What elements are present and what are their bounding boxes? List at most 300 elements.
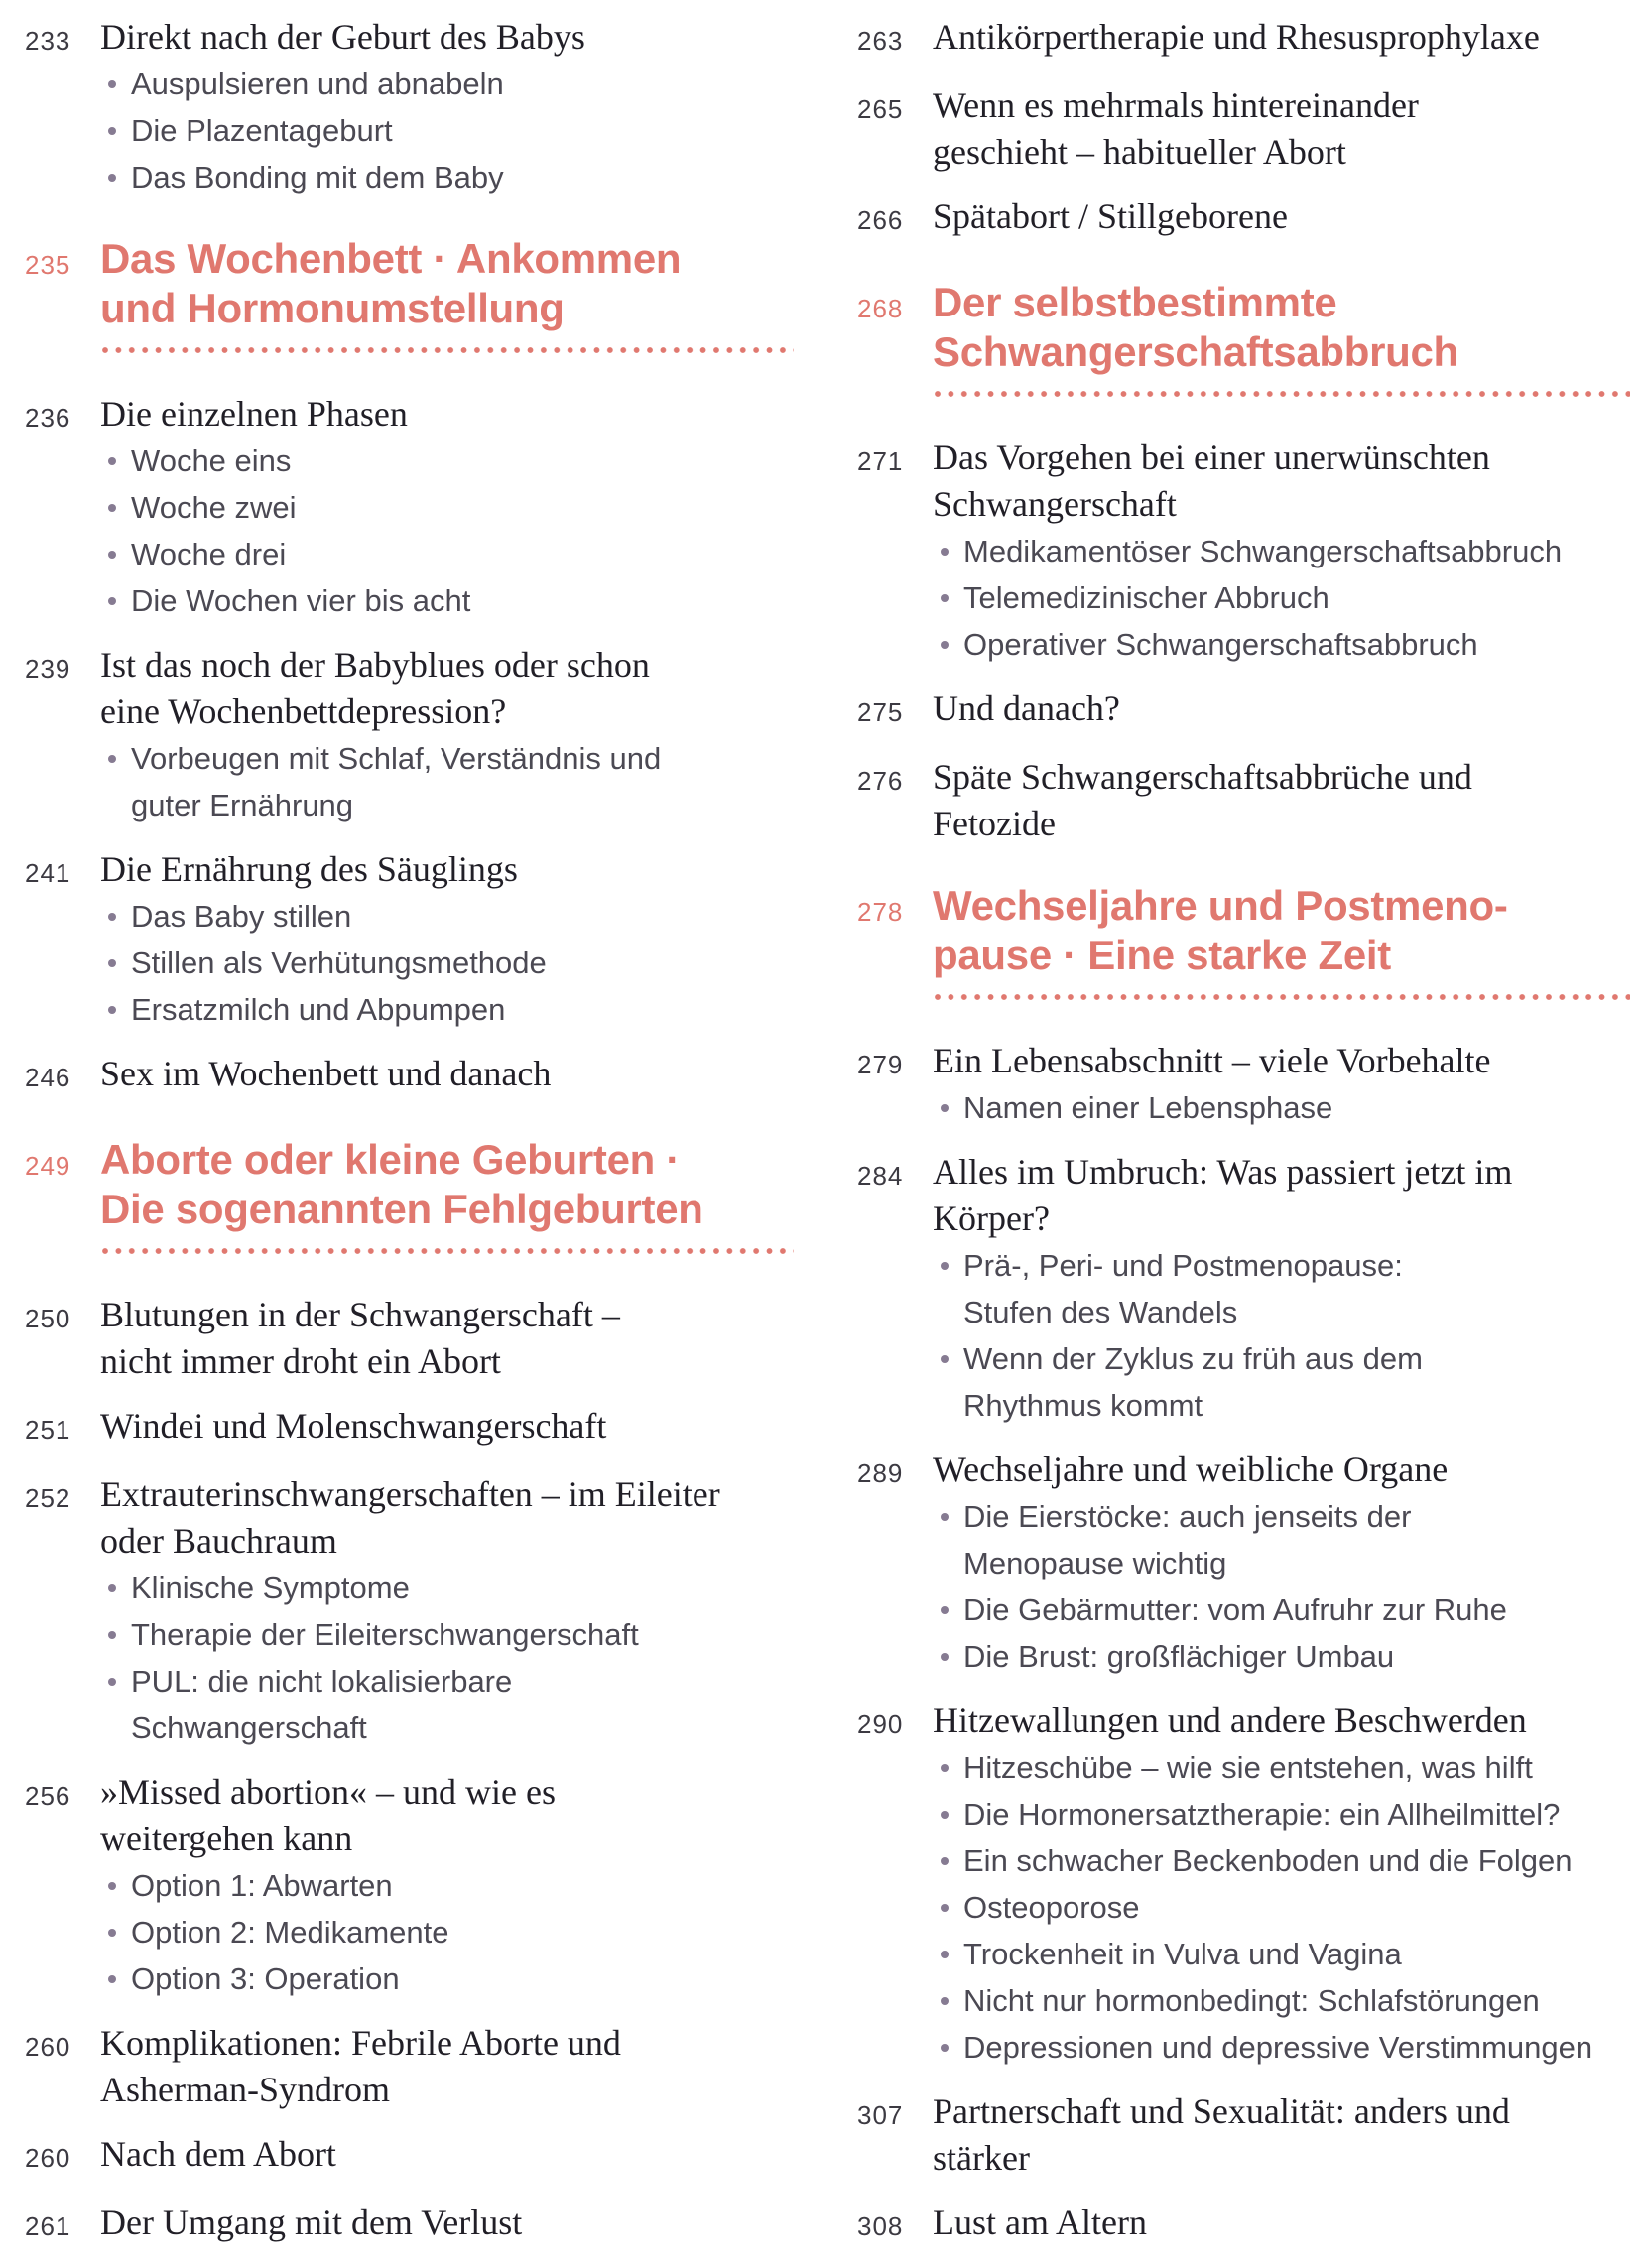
entry-title-line: pause · Eine starke Zeit: [933, 932, 1391, 978]
entry-title-line: Aborte oder kleine Geburten ·: [100, 1136, 681, 1183]
subentry-line: Prä-, Peri- und Postmenopause:: [963, 1248, 1403, 1283]
entry-title: [100, 1769, 794, 1862]
subentry-line: Option 3: Operation: [131, 1961, 400, 1996]
subentry-label: [963, 1242, 1403, 1335]
entry-content: [933, 14, 1630, 64]
page-number: 268: [857, 294, 904, 323]
entry-title: [933, 14, 1630, 61]
subentry-line: PUL: die nicht lokalisierbare: [131, 1664, 513, 1699]
toc-entry: [857, 1038, 1630, 1131]
subentry: [108, 1565, 794, 1611]
entry-content: [933, 82, 1630, 176]
subentry-label: [963, 1493, 1411, 1586]
toc-entry: [857, 435, 1630, 668]
entry-title: [933, 82, 1630, 176]
page-number: 290: [857, 1709, 904, 1739]
dotted-divider: [935, 994, 1630, 1000]
entry-title: [100, 1403, 794, 1449]
subentry-label: [131, 107, 393, 154]
page-number: 279: [857, 1050, 904, 1079]
entry-title-line: Lust am Altern: [933, 2203, 1147, 2242]
subentry-line: Wenn der Zyklus zu früh aus dem: [963, 1341, 1423, 1376]
subentry-line: Die Eierstöcke: auch jenseits der: [963, 1499, 1412, 1534]
toc-column-left: [25, 14, 794, 2268]
subentry-list: [941, 1084, 1630, 1131]
entry-title: [933, 193, 1630, 240]
entry-title-line: stärker: [933, 2138, 1030, 2178]
page-number: 289: [857, 1458, 904, 1488]
entry-title-line: geschieht – habitueller Abort: [933, 132, 1346, 172]
subentry-label: [131, 940, 547, 986]
toc-entry: [25, 234, 794, 391]
subentry-label: [131, 1565, 410, 1611]
toc-column-right: [857, 14, 1630, 2268]
entry-content: [933, 1149, 1630, 1429]
entry-content: [100, 1769, 794, 2002]
toc-entry: [25, 1471, 794, 1751]
entry-title-line: Körper?: [933, 1198, 1050, 1238]
entry-title: [933, 1149, 1630, 1242]
subentry-line: Hitzeschübe – wie sie entstehen, was hilft: [963, 1750, 1533, 1785]
subentry: [941, 1242, 1630, 1335]
bullet-icon: [941, 1262, 949, 1270]
toc-entry: [25, 2131, 794, 2182]
entry-title-line: Nach dem Abort: [100, 2134, 336, 2174]
subentry-line: Das Baby stillen: [131, 899, 352, 934]
subentry-line: Nicht nur hormonbedingt: Schlafstörungen: [963, 1983, 1540, 2018]
bullet-icon: [108, 504, 116, 512]
page-number: 252: [25, 1483, 71, 1513]
toc-entry: [25, 1769, 794, 2002]
subentry: [108, 1955, 794, 2002]
entry-title: [100, 234, 794, 333]
subentry: [941, 621, 1630, 668]
subentry-line: Die Hormonersatztherapie: ein Allheilmittel?: [963, 1797, 1561, 1831]
entry-content: [933, 2088, 1630, 2182]
entry-title-line: Asherman-Syndrom: [100, 2070, 390, 2109]
toc-entry: [25, 642, 794, 828]
subentry-label: [963, 1791, 1560, 1837]
subentry-line: Operativer Schwangerschaftsabbruch: [963, 627, 1478, 662]
entry-title-line: Wenn es mehrmals hintereinander: [933, 85, 1419, 125]
bullet-icon: [108, 1929, 116, 1937]
subentry: [941, 1633, 1630, 1680]
entry-title-line: Wechseljahre und weibliche Organe: [933, 1449, 1449, 1489]
subentry: [941, 1837, 1630, 1884]
entry-title: [100, 14, 794, 61]
entry-title: [933, 2200, 1630, 2246]
entry-title-line: Sex im Wochenbett und danach: [100, 1054, 552, 1093]
entry-content: [933, 1447, 1630, 1680]
subentry-label: [131, 1909, 449, 1955]
subentry-list: [941, 1744, 1630, 2071]
page-number: 251: [25, 1415, 71, 1445]
subentry-list: [941, 1493, 1630, 1680]
bullet-icon: [941, 1857, 949, 1865]
entry-title-line: Späte Schwangerschaftsabbrüche und: [933, 757, 1472, 797]
bullet-icon: [941, 1355, 949, 1363]
entry-content: [100, 846, 794, 1033]
entry-title-line: Ist das noch der Babyblues oder schon: [100, 645, 650, 685]
entry-content: [100, 1135, 794, 1292]
subentry-line: Option 2: Medikamente: [131, 1915, 449, 1950]
page-number: 275: [857, 697, 904, 727]
entry-title-line: Das Vorgehen bei einer unerwünschten: [933, 438, 1490, 477]
entry-title-line: Spätabort / Stillgeborene: [933, 196, 1288, 236]
subentry-line: Schwangerschaft: [131, 1710, 367, 1745]
entry-content: [933, 881, 1630, 1038]
bullet-icon: [108, 551, 116, 559]
subentry: [108, 577, 794, 624]
entry-title: [933, 435, 1630, 528]
subentry-label: [963, 2024, 1592, 2071]
entry-title-line: Die sogenannten Fehlgeburten: [100, 1186, 703, 1232]
subentry-line: Rhythmus kommt: [963, 1388, 1203, 1423]
bullet-icon: [108, 174, 116, 182]
toc-entry: [857, 881, 1630, 1038]
subentry: [108, 531, 794, 577]
toc-entry: [25, 2020, 794, 2113]
bullet-icon: [941, 1904, 949, 1912]
entry-content: [933, 686, 1630, 736]
entry-title-line: Schwangerschaftsabbruch: [933, 328, 1458, 375]
subentry-label: [131, 154, 504, 200]
toc-entry: [857, 686, 1630, 736]
entry-title-line: weitergehen kann: [100, 1819, 353, 1858]
subentry: [108, 940, 794, 986]
entry-title-line: Der selbstbestimmte: [933, 279, 1337, 325]
subentry-label: [963, 1884, 1140, 1931]
entry-content: [100, 234, 794, 391]
subentry: [941, 1493, 1630, 1586]
page-number: 235: [25, 250, 71, 280]
subentry-label: [131, 577, 470, 624]
entry-title-line: Hitzewallungen und andere Beschwerden: [933, 1701, 1527, 1740]
subentry-label: [963, 1977, 1540, 2024]
entry-title-line: Das Wochenbett · Ankommen: [100, 235, 682, 282]
subentry-label: [131, 438, 291, 484]
subentry-label: [963, 621, 1478, 668]
bullet-icon: [108, 913, 116, 921]
subentry-line: Option 1: Abwarten: [131, 1868, 393, 1903]
entry-title-line: Fetozide: [933, 804, 1056, 843]
subentry-line: Osteoporose: [963, 1890, 1140, 1925]
page-number: 276: [857, 766, 904, 796]
subentry: [108, 1909, 794, 1955]
subentry: [941, 1931, 1630, 1977]
entry-title-line: Blutungen in der Schwangerschaft –: [100, 1295, 620, 1334]
bullet-icon: [941, 1811, 949, 1819]
subentry-list: [108, 893, 794, 1033]
subentry-line: Menopause wichtig: [963, 1546, 1227, 1580]
subentry: [108, 893, 794, 940]
entry-title: [100, 1471, 794, 1565]
bullet-icon: [941, 548, 949, 556]
entry-content: [933, 1698, 1630, 2071]
entry-title-line: Der Umgang mit dem Verlust: [100, 2203, 523, 2242]
page-number: 249: [25, 1151, 71, 1181]
subentry-list: [108, 1862, 794, 2002]
subentry-list: [941, 1242, 1630, 1429]
toc-entry: [25, 846, 794, 1033]
subentry-label: [131, 1658, 512, 1751]
bullet-icon: [108, 1006, 116, 1014]
subentry-line: Therapie der Eileiterschwangerschaft: [131, 1617, 639, 1652]
entry-title: [100, 2131, 794, 2178]
subentry: [108, 484, 794, 531]
page-number: 246: [25, 1063, 71, 1092]
page-number: 256: [25, 1781, 71, 1811]
toc-entry: [25, 1292, 794, 1385]
entry-title-line: Alles im Umbruch: Was passiert jetzt im: [933, 1152, 1513, 1192]
bullet-icon: [108, 1631, 116, 1639]
page-number: 236: [25, 403, 71, 433]
subentry-line: Klinische Symptome: [131, 1571, 410, 1605]
subentry: [941, 1791, 1630, 1837]
entry-content: [100, 14, 794, 200]
entry-content: [100, 1471, 794, 1751]
subentry-list: [108, 61, 794, 200]
entry-content: [933, 278, 1630, 435]
entry-content: [100, 2131, 794, 2182]
subentry: [108, 438, 794, 484]
bullet-icon: [108, 1882, 116, 1890]
page-number: 233: [25, 26, 71, 56]
subentry-label: [963, 1335, 1423, 1429]
subentry-label: [131, 1611, 639, 1658]
bullet-icon: [941, 594, 949, 602]
entry-title-line: nicht immer droht ein Abort: [100, 1341, 501, 1381]
entry-title: [100, 391, 794, 438]
subentry-label: [963, 1633, 1394, 1680]
entry-title: [933, 754, 1630, 847]
bullet-icon: [941, 1997, 949, 2005]
entry-content: [933, 754, 1630, 847]
subentry-line: Depressionen und depressive Verstimmungen: [963, 2030, 1593, 2065]
subentry-label: [963, 574, 1329, 621]
entry-title-line: »Missed abortion« – und wie es: [100, 1772, 556, 1812]
subentry: [941, 1335, 1630, 1429]
entry-content: [100, 391, 794, 624]
dotted-divider: [102, 1248, 794, 1254]
page-number: 250: [25, 1304, 71, 1333]
page-number: 241: [25, 858, 71, 888]
toc-entry: [857, 278, 1630, 435]
entry-title: [100, 846, 794, 893]
entry-content: [100, 1292, 794, 1385]
toc-entry: [857, 1149, 1630, 1429]
entry-title-line: Ein Lebensabschnitt – viele Vorbehalte: [933, 1041, 1491, 1080]
subentry-list: [108, 735, 794, 828]
subentry: [941, 1744, 1630, 1791]
toc-entry: [25, 1051, 794, 1101]
entry-title-line: Extrauterinschwangerschaften – im Eileiter: [100, 1474, 720, 1514]
subentry-label: [131, 484, 297, 531]
entry-title-line: Direkt nach der Geburt des Babys: [100, 17, 585, 57]
page-number: 260: [25, 2032, 71, 2062]
subentry: [941, 1586, 1630, 1633]
subentry-line: Vorbeugen mit Schlaf, Verständnis und: [131, 741, 662, 776]
entry-title: [933, 1447, 1630, 1493]
bullet-icon: [941, 1104, 949, 1112]
subentry-line: Trockenheit in Vulva und Vagina: [963, 1937, 1402, 1971]
subentry-line: Woche eins: [131, 443, 292, 478]
bullet-icon: [108, 457, 116, 465]
entry-title: [933, 686, 1630, 732]
subentry: [108, 1658, 794, 1751]
toc-entry: [25, 391, 794, 624]
subentry-label: [131, 893, 351, 940]
subentry-label: [963, 1837, 1573, 1884]
subentry-line: Die Plazentageburt: [131, 113, 393, 148]
entry-content: [933, 1038, 1630, 1131]
subentry-line: Woche drei: [131, 537, 287, 571]
bullet-icon: [941, 1513, 949, 1521]
entry-title: [933, 278, 1630, 377]
bullet-icon: [108, 597, 116, 605]
entry-title: [933, 881, 1630, 980]
bullet-icon: [941, 641, 949, 649]
bullet-icon: [108, 755, 116, 763]
toc-entry: [857, 1698, 1630, 2071]
page-number: 284: [857, 1161, 904, 1191]
subentry-label: [963, 1586, 1507, 1633]
entry-title-line: oder Bauchraum: [100, 1521, 337, 1561]
entry-title-line: Antikörpertherapie und Rhesusprophylaxe: [933, 17, 1540, 57]
bullet-icon: [108, 1975, 116, 1983]
toc-entry: [857, 2200, 1630, 2250]
page-number: 263: [857, 26, 904, 56]
page-number: 260: [25, 2143, 71, 2173]
subentry-line: Die Brust: großflächiger Umbau: [963, 1639, 1395, 1674]
subentry-label: [131, 531, 286, 577]
page-number: 266: [857, 205, 904, 235]
entry-title-line: Partnerschaft und Sexualität: anders und: [933, 2091, 1510, 2131]
entry-content: [100, 642, 794, 828]
bullet-icon: [108, 1584, 116, 1592]
toc-entry: [857, 754, 1630, 847]
subentry: [941, 1977, 1630, 2024]
subentry: [941, 1084, 1630, 1131]
subentry-line: Namen einer Lebensphase: [963, 1090, 1333, 1125]
toc-entry: [25, 2200, 794, 2250]
entry-content: [100, 2020, 794, 2113]
subentry-line: Ersatzmilch und Abpumpen: [131, 992, 506, 1027]
entry-content: [933, 435, 1630, 668]
subentry-line: Ein schwacher Beckenboden und die Folgen: [963, 1843, 1573, 1878]
entry-title: [933, 1038, 1630, 1084]
entry-title-line: und Hormonumstellung: [100, 285, 565, 331]
subentry: [108, 986, 794, 1033]
toc-entry: [25, 1403, 794, 1453]
subentry-line: Stillen als Verhütungsmethode: [131, 945, 547, 980]
subentry: [941, 574, 1630, 621]
toc-entry: [25, 1135, 794, 1292]
toc-entry: [857, 14, 1630, 64]
entry-title: [100, 2020, 794, 2113]
entry-content: [100, 1403, 794, 1453]
subentry-label: [963, 528, 1562, 574]
entry-content: [100, 2200, 794, 2250]
page-number: 278: [857, 897, 904, 927]
entry-title-line: Die einzelnen Phasen: [100, 394, 408, 434]
bullet-icon: [941, 1951, 949, 1958]
bullet-icon: [108, 80, 116, 88]
page-number: 308: [857, 2211, 904, 2241]
subentry: [108, 107, 794, 154]
subentry-list: [941, 528, 1630, 668]
subentry-label: [963, 1084, 1332, 1131]
subentry: [108, 61, 794, 107]
toc-entry: [25, 14, 794, 200]
entry-content: [933, 193, 1630, 244]
entry-title: [100, 1051, 794, 1097]
bullet-icon: [108, 1678, 116, 1686]
subentry-line: Auspulsieren und abnabeln: [131, 66, 504, 101]
entry-title: [100, 1292, 794, 1385]
subentry-line: Medikamentöser Schwangerschaftsabbruch: [963, 534, 1563, 568]
subentry-line: Telemedizinischer Abbruch: [963, 580, 1329, 615]
page-number: 261: [25, 2211, 71, 2241]
page-number: 271: [857, 446, 904, 476]
toc-entry: [857, 82, 1630, 176]
bullet-icon: [941, 1653, 949, 1661]
entry-title-line: Die Ernährung des Säuglings: [100, 849, 518, 889]
subentry-line: Stufen des Wandels: [963, 1295, 1238, 1329]
subentry-line: Die Wochen vier bis acht: [131, 583, 471, 618]
entry-title: [933, 1698, 1630, 1744]
subentry-line: Die Gebärmutter: vom Aufruhr zur Ruhe: [963, 1592, 1507, 1627]
subentry-label: [131, 1955, 400, 2002]
subentry-label: [131, 986, 505, 1033]
entry-title-line: Komplikationen: Febrile Aborte und: [100, 2023, 621, 2063]
toc-entry: [857, 193, 1630, 244]
subentry-label: [131, 61, 504, 107]
entry-title: [100, 1135, 794, 1234]
subentry: [108, 735, 794, 828]
entry-title-line: Und danach?: [933, 689, 1120, 728]
subentry: [108, 154, 794, 200]
entry-content: [933, 2200, 1630, 2250]
page-number: 265: [857, 94, 904, 124]
subentry-label: [131, 1862, 393, 1909]
entry-content: [100, 1051, 794, 1101]
entry-title-line: eine Wochenbettdepression?: [100, 692, 507, 731]
subentry-line: guter Ernährung: [131, 788, 354, 822]
toc-entry: [857, 1447, 1630, 1680]
dotted-divider: [935, 391, 1630, 397]
entry-title-line: Windei und Molenschwangerschaft: [100, 1406, 607, 1446]
subentry-label: [131, 735, 661, 828]
subentry: [108, 1611, 794, 1658]
entry-title: [100, 2200, 794, 2246]
subentry-label: [963, 1931, 1402, 1977]
bullet-icon: [941, 1764, 949, 1772]
bullet-icon: [941, 1606, 949, 1614]
subentry: [108, 1862, 794, 1909]
subentry-list: [108, 1565, 794, 1751]
subentry: [941, 2024, 1630, 2071]
subentry-label: [963, 1744, 1533, 1791]
bullet-icon: [108, 127, 116, 135]
toc-entry: [857, 2088, 1630, 2182]
entry-title: [933, 2088, 1630, 2182]
entry-title-line: Wechseljahre und Postmeno-: [933, 882, 1508, 929]
subentry: [941, 1884, 1630, 1931]
page-number: 239: [25, 654, 71, 684]
subentry-list: [108, 438, 794, 624]
subentry-line: Woche zwei: [131, 490, 297, 525]
